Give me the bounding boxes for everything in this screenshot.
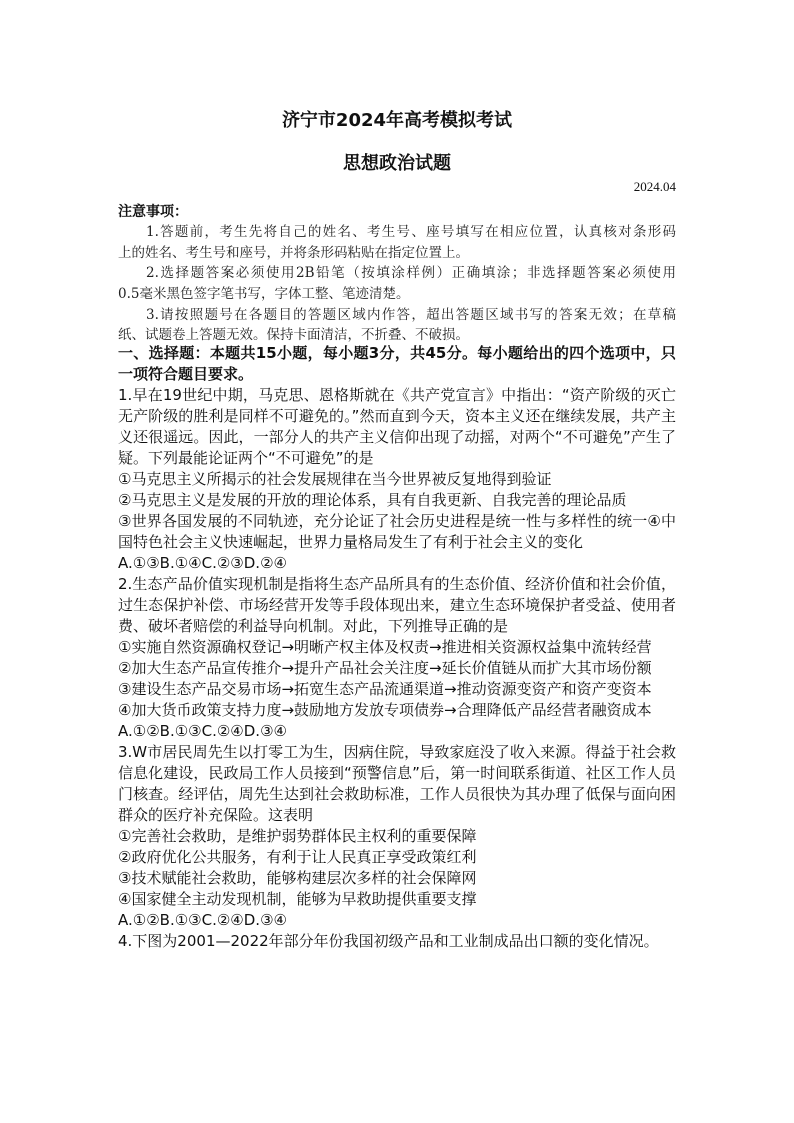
notes-line: 0.5毫米黑色签字笔书写，字体工整、笔迹清楚。 [118,286,410,303]
option-line: ④国家健全主动发现机制，能够为早救助提供重要支撑 [118,890,477,908]
question-4 [118,931,676,952]
question-line: 门核查。经评估，周先生达到社会救助标准，工作人员很快为其办理了低保与面向困 [118,785,676,803]
notes-heading: 注意事项： [118,204,188,220]
option-line: ③建设生态产品交易市场→拓宽生态产品流通渠道→推动资源变资产和资产变资本 [118,680,652,698]
answer-choices: A.①③B.①④C.②③D.②④ [118,554,287,572]
option-line: ①完善社会救助，是维护弱势群体民主权利的重要保障 [118,827,477,845]
answer-choices: A.①②B.①③C.②④D.③④ [118,911,287,929]
option-line: ①实施自然资源确权登记→明晰产权主体及权责→推进相关资源权益集中流转经营 [118,638,652,656]
section-heading: 一、选择题：本题共15小题，每小题3分，共45分。每小题给出的四个选项中，只 [118,344,676,362]
question-line: 费、破坏者赔偿的利益导向机制。对此，下列推导正确的是 [118,617,509,635]
question-body [118,343,676,952]
option-line: ②加大生态产品宣传推介→提升产品社会关注度→延长价值链从而扩大其市场份额 [118,659,652,677]
exam-title: 济宁市2024年高考模拟考试 [281,110,513,131]
section-heading: 一项符合题目要求。 [118,365,254,383]
question-line: 2.生态产品价值实现机制是指将生态产品所具有的生态价值、经济价值和社会价值， [118,575,676,593]
answer-choices: A.①②B.①③C.②④D.③④ [118,722,287,740]
option-line: ②政府优化公共服务，有利于让人民真正享受政策红利 [118,848,477,866]
option-line: ④加大货币政策支持力度→鼓励地方发放专项债券→合理降低产品经营者融资成本 [118,701,652,719]
question-line: 1.早在19世纪中期，马克思、恩格斯就在《共产党宣言》中指出：“资产阶级的灭亡 [118,386,676,404]
option-line: ①马克思主义所揭示的社会发展规律在当今世界被反复地得到验证 [118,470,552,488]
option-line: ②马克思主义是发展的开放的理论体系，具有自我更新、自我完善的理论品质 [118,491,627,509]
question-line: 4.下图为2001—2022年部分年份我国初级产品和工业制成品出口额的变化情况。 [118,932,659,950]
option-line: ③世界各国发展的不同轨迹，充分论证了社会历史进程是统一性与多样性的统一④中 [118,512,676,530]
exam-subtitle: 思想政治试题 [343,153,451,174]
question-line: 义还很遥远。因此，一部分人的共产主义信仰出现了动摇，对两个“不可避免”产生了 [118,428,676,446]
option-line: 国特色社会主义快速崛起，世界力量格局发生了有利于社会主义的变化 [118,533,584,551]
question-3 [118,742,676,931]
exam-date: 2024.04 [633,179,676,194]
notes-line: 上的姓名、考生号和座号，并将条形码粘贴在指定位置上。 [118,244,469,261]
question-line: 群众的医疗补充保险。这表明 [118,806,314,824]
notes-line: 2.选择题答案必须使用2B铅笔（按填涂样例）正确填涂；非选择题答案必须使用 [146,265,676,282]
notes-line: 1.答题前，考生先将自己的姓名、考生号、座号填写在相应位置，认真核对条形码 [146,224,676,240]
question-line: 过生态保护补偿、市场经营开发等手段体现出来，建立生态环境保护者受益、使用者 [118,596,676,614]
notes-block [118,222,676,346]
question-line: 信息化建设，民政局工作人员接到“预警信息”后，第一时间联系街道、社区工作人员 [118,764,676,782]
question-1 [118,385,676,574]
notes-line: 纸、试题卷上答题无效。保持卡面清洁，不折叠、不破损。 [118,327,469,344]
question-2 [118,574,676,742]
question-line: 无产阶级的胜利是同样不可避免的。”然而直到今天，资本主义还在继续发展，共产主 [118,407,676,425]
notes-line: 3.请按照题号在各题目的答题区域内作答，超出答题区域书写的答案无效；在草稿 [146,306,676,323]
option-line: ③技术赋能社会救助，能够构建层次多样的社会保障网 [118,869,477,887]
question-line: 疑。下列最能论证两个“不可避免”的是 [118,449,374,467]
question-line: 3.W市居民周先生以打零工为生，因病住院，导致家庭没了收入来源。得益于社会救 [118,743,676,761]
